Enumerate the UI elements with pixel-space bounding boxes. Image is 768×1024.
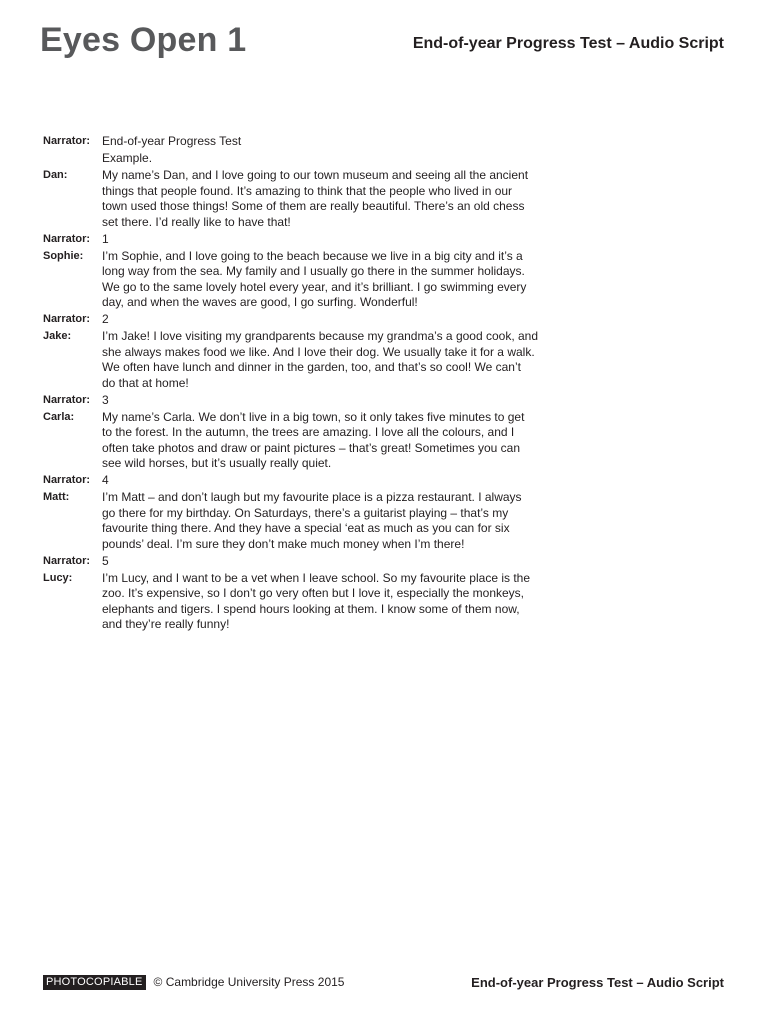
dialogue-text: I’m Matt – and don’t laugh but my favourite place is a pizza restaurant. I always go there for my birthday. On Saturdays, there’s a guitarist playing – that’s my favourite thing there. And they have a special ‘eat as much as you can for six pounds’ deal. I’m sure they don’t make much money when I’m there!	[102, 490, 522, 551]
copyright-notice: © Cambridge University Press 2015	[153, 975, 345, 989]
page-title: End-of-year Progress Test – Audio Script	[412, 35, 724, 52]
script-line-narrator-intro	[43, 134, 563, 150]
speaker-label: Jake:	[43, 330, 72, 342]
speaker-label: Narrator:	[43, 313, 91, 325]
script-line-jake	[43, 329, 563, 391]
footer-title: End-of-year Progress Test – Audio Script	[471, 974, 724, 990]
dialogue-text: I’m Jake! I love visiting my grandparents because my grandma’s a good cook, and she always makes food we like. And I love their dog. We usually take it for a walk. We often have lunch and dinner in the garden, too, and that’s so cool! We can’t do that at home!	[102, 329, 539, 390]
speaker-label: Narrator:	[43, 393, 91, 406]
dialogue-text: My name’s Dan, and I love going to our town museum and seeing all the ancient things that people found. It’s amazing to think that the people who lived in our town used those things! Some of them are really beautiful. There’s an old chess set there. I’d really like to have that!	[102, 168, 529, 229]
dialogue-text: I’m Sophie, and I love going to the beach because we live in a big city and it’s a long way from the sea. My family and I usually go there in the summer holidays. We go to the same lovely hotel every year, and it’s brilliant. I go swimming every day, and when the waves are good, I go surfing. Wonderful!	[102, 248, 527, 309]
script-line-example	[43, 151, 563, 167]
dialogue-text: 3	[102, 392, 109, 407]
script-line-narrator-5	[43, 554, 563, 570]
speaker-label: Narrator:	[43, 232, 91, 245]
brand-title: Eyes Open 1	[40, 21, 247, 59]
dialogue-text: 4	[102, 473, 109, 487]
audio-script	[43, 134, 563, 634]
script-line-dan	[43, 168, 563, 230]
speaker-label: Narrator:	[43, 554, 91, 567]
script-line-matt	[43, 490, 563, 552]
photocopiable-badge: PHOTOCOPIABLE	[43, 975, 146, 990]
script-line-carla	[43, 410, 563, 472]
speaker-label: Carla:	[43, 410, 75, 423]
dialogue-text: Example.	[102, 151, 153, 165]
speaker-label: Matt:	[43, 491, 70, 503]
speaker-label: Lucy:	[43, 571, 73, 584]
script-line-narrator-1	[43, 232, 563, 248]
dialogue-text: 2	[102, 312, 109, 326]
dialogue-text: 5	[102, 553, 109, 568]
script-line-narrator-2	[43, 312, 563, 328]
script-line-sophie	[43, 249, 563, 311]
speaker-label: Narrator:	[43, 474, 91, 486]
page-footer	[43, 972, 724, 992]
speaker-label: Sophie:	[43, 249, 84, 262]
dialogue-text: My name’s Carla. We don’t live in a big town, so it only takes five minutes to get to the forest. In the autumn, the trees are amazing. I love all the colours, and I often take photos and draw or paint pictures – that’s great! Sometimes you can see wild horses, but it’s usually really quiet.	[102, 409, 525, 470]
speaker-label: Dan:	[43, 169, 68, 181]
script-line-narrator-3	[43, 393, 563, 409]
dialogue-text: I’m Lucy, and I want to be a vet when I leave school. So my favourite place is the zoo. It’s expensive, so I don’t go very often but I love it, especially the monkeys, elephants and tigers. I spend hours looking at them. I know some of them now, and they’re really funny!	[102, 570, 531, 631]
script-line-lucy	[43, 571, 563, 633]
dialogue-text: End-of-year Progress Test	[102, 134, 242, 148]
script-line-narrator-4	[43, 473, 563, 489]
speaker-label: Narrator:	[43, 135, 91, 147]
dialogue-text: 1	[102, 231, 109, 246]
